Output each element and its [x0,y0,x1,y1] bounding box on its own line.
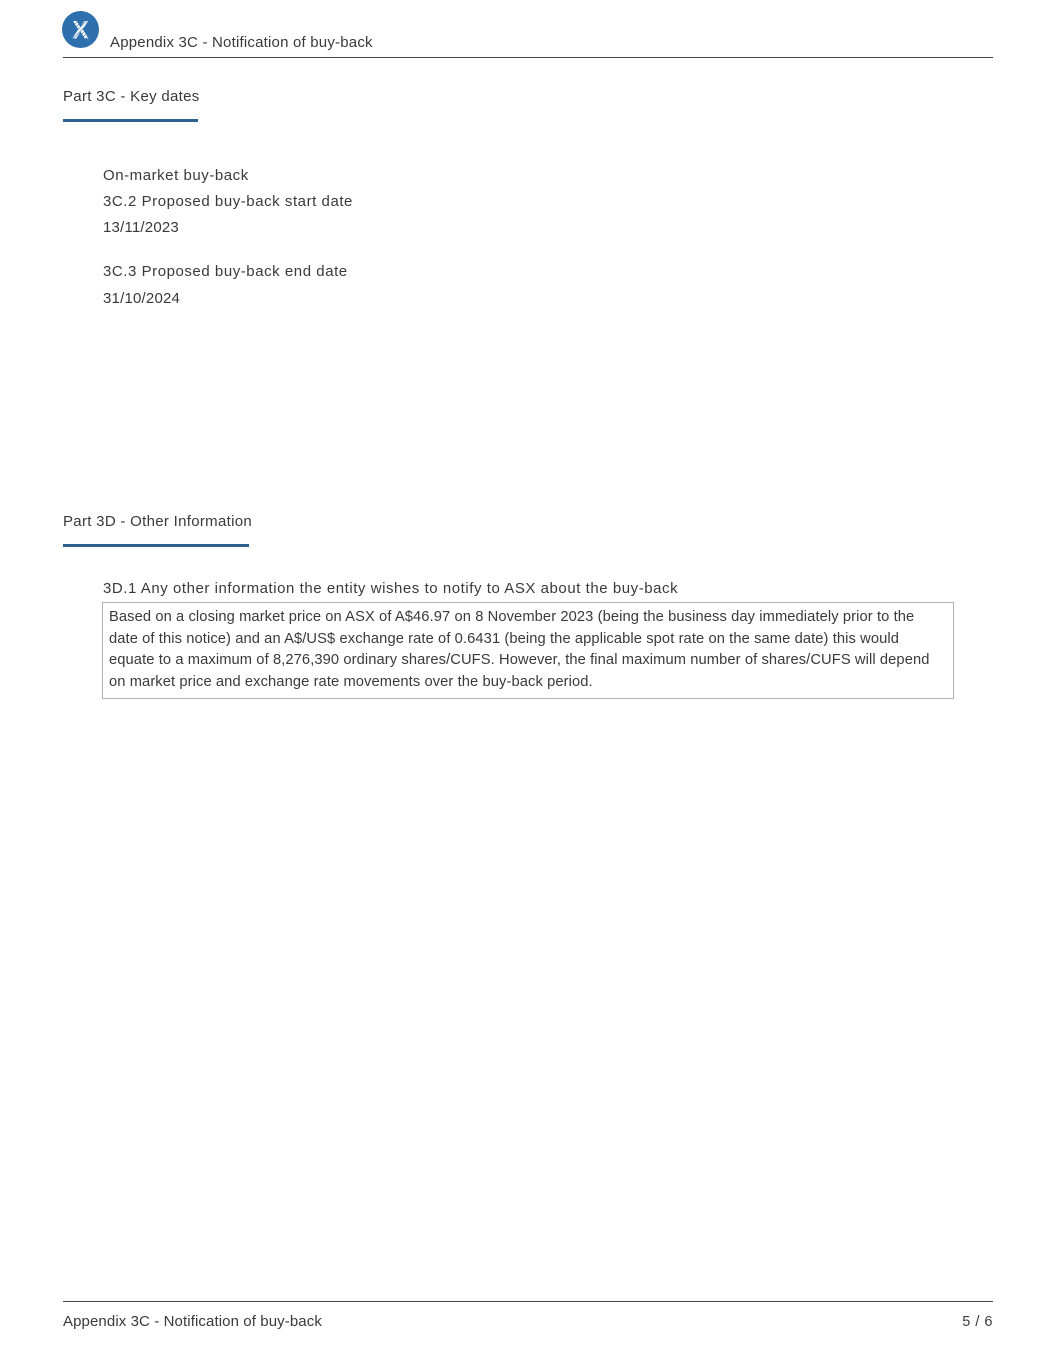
page-number: 5 / 6 [962,1314,993,1330]
question-3c3-value: 31/10/2024 [103,290,181,307]
question-3d1-answer-box: Based on a closing market price on ASX of A$46.97 on 8 November 2023 (being the business day immediately prior to the date of this notice) and an A$/US$ exchange rate of 0.6431 (being the applicable spot rate on the same date) this would equate to a maximum of 8,276,390 ordinary shares/CUFS. However, the final maximum number of shares/CUFS will depend on market price and exchange rate movements over the buy-back period. [102,602,954,699]
question-3c2-value: 13/11/2023 [103,219,179,236]
section-heading-part-3c: Part 3C - Key dates [63,88,200,105]
footer-divider [63,1301,993,1302]
header-divider [63,57,993,58]
header-title: Appendix 3C - Notification of buy-back [110,34,373,51]
section-underline-part-3d [63,544,249,547]
question-3c2-label: 3C.2 Proposed buy-back start date [103,193,353,210]
question-3d1-label: 3D.1 Any other information the entity wishes to notify to ASX about the buy-back [103,580,679,597]
svg-text:X: X [72,16,89,45]
footer-title: Appendix 3C - Notification of buy-back [63,1313,322,1330]
question-3c3-label: 3C.3 Proposed buy-back end date [103,263,348,280]
asx-logo-icon [62,11,99,48]
section-underline-part-3c [63,119,198,122]
section-heading-part-3d: Part 3D - Other Information [63,513,253,530]
buyback-type-label: On-market buy-back [103,167,249,184]
